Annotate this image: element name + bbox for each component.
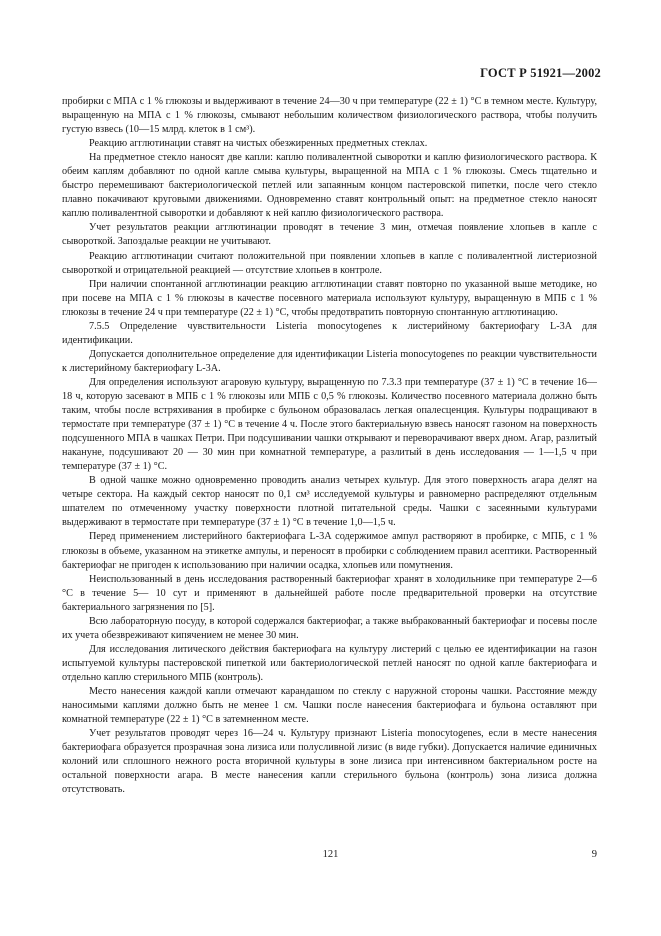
paragraph: Неиспользованный в день исследования растворенный бактериофаг хранят в холодильнике при температуре 2—6 °С в течение 5— 10 сут и применяют в дальнейшей работе после предварительной проверки на отсутствие бактериального загрязнения по [5]. bbox=[62, 573, 597, 613]
paragraph: При наличии спонтанной агглютинации реакцию агглютинации ставят повторно по указанной выше методике, но при посеве на МПА с 1 % глюкозы в качестве посевного материала используют культуру, выращенную в МПБ с 1 % глюкозы в течение 24 ч при температуре (22 ± 1) °С, чтобы предотвратить повторную спонтанную агглютинацию. bbox=[62, 278, 597, 318]
paragraph: Перед применением листерийного бактериофага L-3A содержимое ампул растворяют в пробирке, с МПБ, с 1 % глюкозы в объеме, указанном на этикетке ампулы, и переносят в пробирки с соблюдением правил асептики. Растворенный бактериофаг не пригоден к использованию при наличии осадка, хлопьев или помутнения. bbox=[62, 531, 597, 571]
paragraph: Учет результатов реакции агглютинации проводят в течение 3 мин, отмечая появление хлопьев в капле с сывороткой. Запоздалые реакции не учитывают. bbox=[62, 222, 597, 248]
body-text bbox=[62, 95, 597, 797]
paragraph: Для определения используют агаровую культуру, выращенную по 7.3.3 при температуре (37 ± 1) °С в течение 16—18 ч, которую засевают в МПБ с 1 % глюкозы или МПБ с 0,5 % глюкозы. Количество посевного материала должно быть таким, чтобы после встряхивания в пробирке с бульоном образовалась легкая опалесценция. Культуры подращивают в термостате при температуре (37 ± 1) °С в течение 4 ч. После этого бактериальную взвесь наносят газоном на поверхность подсушенного МПА в чашках Петри. При подсушивании чашки открывают и переворачивают вверх дном. Агар, разлитый накануне, подсушивают 20 — 30 мин при комнатной температуре, а разлитый в день исследования — 1—1,5 ч при температуре (37 ± 1) °С. bbox=[62, 376, 597, 473]
standard-code-header: ГОСТ Р 51921—2002 bbox=[480, 66, 601, 80]
paragraph: В одной чашке можно одновременно проводить анализ четырех культур. Для этого поверхность агара делят на четыре сектора. На каждый сектор наносят по 0,1 см³ исследуемой культуры и равномерно распределяют отдельным шпателем по отмеченному участку поверхности плотной питательной среды. Чашки с засеянными культурами выдерживают в термостате при температуре (37 ± 1) °С в течение 1,0—1,5 ч. bbox=[62, 475, 597, 529]
paragraph: Всю лабораторную посуду, в которой содержался бактериофаг, а также выбракованный бактериофаг и посевы после их учета обезвреживают кипячением не менее 30 мин. bbox=[62, 615, 597, 641]
paragraph: Учет результатов проводят через 16—24 ч. Культуру признают Listeria monocytogenes, если в месте нанесения бактериофага образуется прозрачная зона лизиса или полусливной лизис (в виде губки). Допускается наличие единичных колоний или сплошного нежного роста вторичной культуры в зоне лизиса при интенсивном бактериальном росте на остальной поверхности агара. В месте нанесения капли стерильного бульона (контроль) зона лизиса должна отсутствовать. bbox=[62, 728, 597, 796]
paragraph: Для исследования литического действия бактериофага на культуру листерий с целью ее идентификации на газон испытуемой культуры пастеровской пипеткой или бактериологической петлей наносят по одной капле бактериофага и отдельно каплю стерильного МПБ (контроль). bbox=[62, 643, 597, 683]
paragraph: Допускается дополнительное определение для идентификации Listeria monocytogenes по реакции чувствительности к листерийному бактериофагу L-3A. bbox=[62, 348, 597, 374]
section-heading: 7.5.5 Определение чувствительности Listeria monocytogenes к листерийному бактериофагу L-3A для идентификации. bbox=[62, 320, 597, 346]
page-number: 9 bbox=[591, 849, 597, 860]
paragraph: Место нанесения каждой капли отмечают карандашом по стеклу с наружной стороны чашки. Расстояние между наносимыми каплями должно быть не менее 1 см. Чашки после нанесения бактериофага и бульона оставляют при комнатной температуре (22 ± 1) °С в затемненном месте. bbox=[62, 685, 597, 726]
paragraph: Реакцию агглютинации ставят на чистых обезжиренных предметных стеклах. bbox=[89, 138, 428, 150]
paragraph: Реакцию агглютинации считают положительной при появлении хлопьев в капле с поливалентной листериозной сывороткой и отрицательной реакцией — отсутствие хлопьев в контроле. bbox=[62, 250, 597, 276]
paragraph: пробирки с МПА с 1 % глюкозы и выдерживают в течение 24—30 ч при температуре (22 ± 1) °С в темном месте. Культуру, выращенную на МПА с 1 % глюкозы, смывают небольшим количеством физиологического раствора, чтобы получить густую взвесь (10—15 млрд. клеток в 1 см³). bbox=[62, 96, 597, 136]
footer-center-number: 121 bbox=[322, 849, 339, 860]
paragraph: На предметное стекло наносят две капли: каплю поливалентной сыворотки и каплю физиологического раствора. К обеим каплям добавляют по одной капле смыва культуры, выращенной на МПА с 1 % глюкозы. Смесь тщательно и быстро перемешивают бактериологической петлей или запаянным концом пастеровской пипетки, после чего стекло плавно покачивают круговыми движениями. Одновременно ставят контрольный опыт: на предметное стекло наносят каплю поливалентной сыворотки и добавляют к ней каплю физиологического раствора. bbox=[62, 152, 597, 220]
